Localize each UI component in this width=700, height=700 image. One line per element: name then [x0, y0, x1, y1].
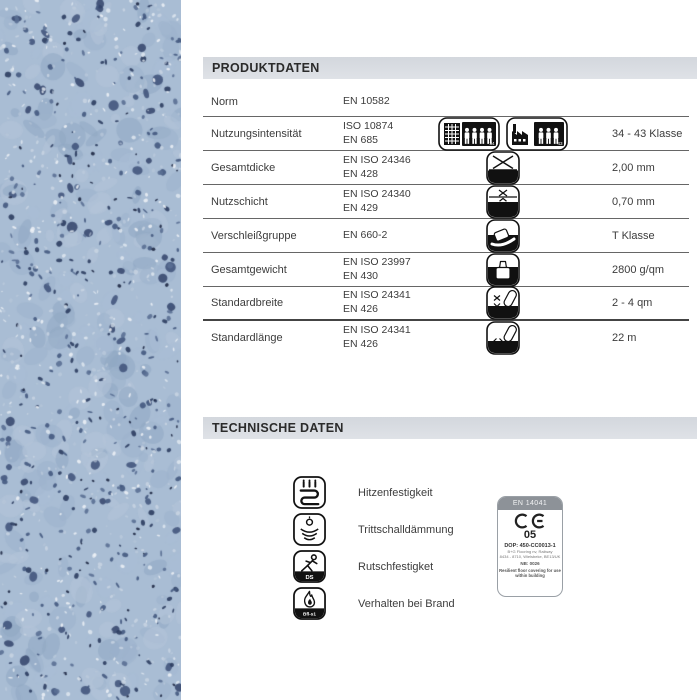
row-value: 34 - 43 Klasse [612, 127, 683, 140]
row-value: 2,00 mm [612, 161, 655, 174]
fire-class-badge: Bfl-s1 [303, 611, 316, 617]
ce-address-line: B+G Flooring nv, Railway [507, 549, 553, 554]
row-norms [343, 120, 438, 147]
table-row [203, 117, 689, 151]
row-pictograms [438, 185, 568, 219]
row-norms [343, 229, 438, 243]
ce-description [499, 568, 561, 579]
wear-layer-icon [486, 185, 520, 219]
row-norms [343, 324, 438, 351]
ce-year: 05 [523, 529, 537, 541]
ce-dop-number: DOP: 450-CC0013-1 [504, 543, 556, 549]
product-table [203, 88, 689, 355]
row-pictograms [438, 117, 568, 151]
row-norms [343, 95, 438, 109]
wear-group-icon [486, 219, 520, 253]
table-row [203, 253, 689, 287]
norm-line: EN 660-2 [343, 228, 388, 241]
ce-description-line: Resilient floor covering for use [499, 568, 561, 573]
norm-line: EN 430 [343, 269, 379, 282]
list-item [293, 513, 508, 546]
technische-daten-header-bar [203, 417, 697, 439]
norm-line: EN 429 [343, 201, 379, 214]
list-item [293, 476, 508, 509]
table-row [203, 88, 689, 117]
flooring-sample-image [0, 0, 181, 700]
fire-behaviour-icon [293, 587, 326, 620]
total-weight-icon [486, 253, 520, 287]
row-value: 0,70 mm [612, 195, 655, 208]
row-pictograms [438, 253, 568, 287]
norm-line: EN 426 [343, 303, 379, 315]
technische-daten-title: TECHNISCHE DATEN [212, 421, 344, 435]
usage-class-43-icon [506, 117, 568, 151]
row-pictograms [438, 286, 568, 320]
row-label: Standardbreite [211, 297, 284, 309]
slip-resistance-icon [293, 550, 326, 583]
technical-properties-list [293, 476, 508, 624]
row-pictograms [438, 219, 568, 253]
table-row [203, 321, 689, 355]
norm-line: EN ISO 24341 [343, 324, 411, 337]
row-label: Verschleißgruppe [211, 229, 297, 242]
row-norms [343, 188, 438, 215]
usage-class-34-icon [438, 117, 500, 151]
produktdaten-header-bar [203, 57, 697, 79]
norm-line: EN 428 [343, 167, 379, 180]
row-label: Nutzungsintensität [211, 127, 302, 140]
row-pictograms [438, 151, 568, 185]
list-item [293, 587, 508, 620]
norm-line: EN 685 [343, 133, 379, 146]
row-value: 2800 g/qm [612, 263, 664, 276]
norm-line: EN ISO 24340 [343, 187, 411, 200]
usage-class-badge: 34 [489, 140, 495, 146]
standard-length-icon [486, 321, 520, 355]
ce-logo-icon [513, 513, 547, 529]
table-row [203, 185, 689, 219]
ce-address-line: 8434 - 8710, Wielsbeke, BE13/UK [499, 554, 561, 559]
table-row [203, 287, 689, 321]
tech-item-label: Rutschfestigket [358, 560, 434, 573]
norm-line: EN 426 [343, 338, 379, 350]
table-row [203, 219, 689, 253]
ce-address [500, 549, 561, 559]
row-norms [343, 256, 438, 283]
norm-line: EN ISO 23997 [343, 255, 411, 268]
heat-resistance-icon [293, 476, 326, 509]
tech-item-label: Verhalten bei Brand [358, 597, 455, 610]
row-label: Gesamtdicke [211, 161, 276, 174]
tech-item-label: Trittschalldämmung [358, 523, 454, 536]
row-label: Nutzschicht [211, 195, 268, 208]
norm-line: ISO 10874 [343, 119, 394, 132]
ce-standard-band [498, 497, 562, 510]
tech-item-label: Hitzenfestigkeit [358, 486, 433, 499]
ce-notified-body: NB: 0026 [520, 561, 540, 566]
row-label: Norm [211, 96, 238, 108]
standard-width-icon [486, 286, 520, 320]
row-value: 22 m [612, 332, 637, 344]
row-pictograms [438, 321, 568, 355]
table-row [203, 151, 689, 185]
datasheet-content [203, 0, 697, 700]
row-norms [343, 289, 438, 316]
produktdaten-title: PRODUKTDATEN [212, 61, 320, 75]
ce-standard-label: EN 14041 [512, 500, 548, 507]
row-value: 2 - 4 qm [612, 297, 653, 309]
norm-line: EN ISO 24346 [343, 153, 411, 166]
ce-description-line: within building [515, 573, 545, 579]
row-label: Gesamtgewicht [211, 263, 287, 276]
row-norms [343, 154, 438, 181]
slip-class-badge: DS [305, 574, 314, 581]
row-value: T Klasse [612, 229, 655, 242]
norm-line: EN ISO 24341 [343, 289, 411, 302]
total-thickness-icon [486, 151, 520, 185]
impact-sound-icon [293, 513, 326, 546]
ce-mark [497, 496, 563, 597]
usage-class-badge: 43 [557, 140, 563, 146]
norm-line: EN 10582 [343, 95, 390, 108]
row-label: Standardlänge [211, 332, 283, 344]
list-item [293, 550, 508, 583]
